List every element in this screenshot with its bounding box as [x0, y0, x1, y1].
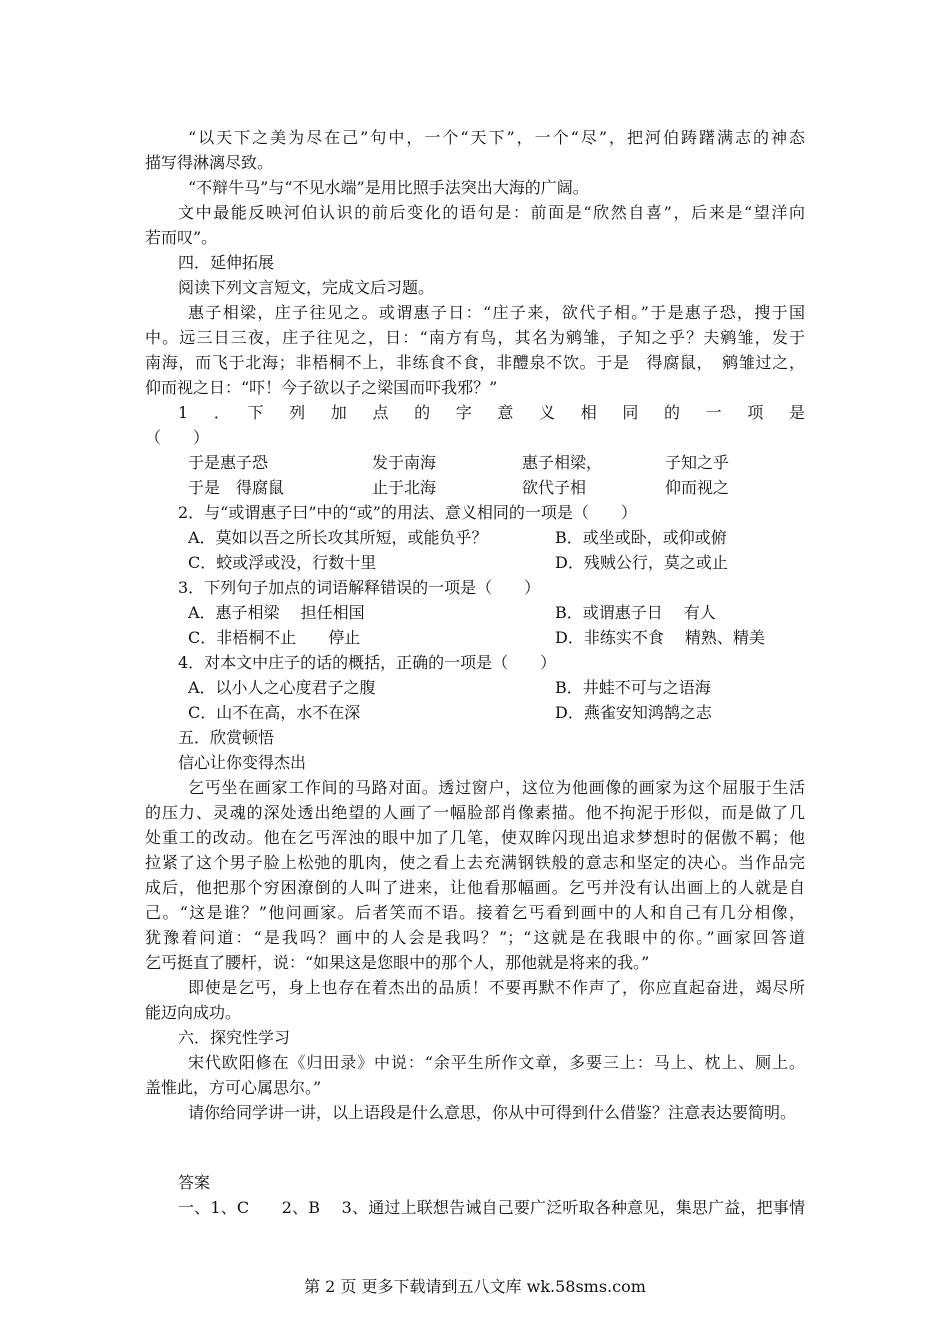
paragraph-line: 若而叹”。	[145, 228, 218, 247]
q3-option-b: B．或谓惠子日 有人	[555, 603, 716, 622]
passage-line: 仰而视之日：“吓！今子欲以子之梁国而吓我邪？”	[145, 378, 498, 397]
section-heading: 四．延伸拓展	[178, 253, 275, 272]
task-text: 请你给同学讲一讲，以上语段是什么意思，你从中可得到什么借鉴？注意表达要简明。	[188, 1103, 797, 1122]
story-line: 处重工的改动。他在乞丐浑浊的眼中加了几笔，使双眸闪现出追求梦想时的倨傲不羁；他	[145, 828, 805, 847]
story-line: 即使是乞丐，身上也存在着杰出的品质！不要再默不作声了，你应直起奋进，竭尽所	[188, 978, 805, 997]
q1-option: 止于北海	[372, 478, 437, 497]
story-line: 成后，他把那个穷困潦倒的人叫了进来，让他看那幅画。乞丐并没有认出画上的人就是自	[145, 878, 805, 897]
q4-option-d: D．燕雀安知鸿鹄之志	[555, 703, 712, 722]
section-heading: 六．探究性学习	[178, 1028, 291, 1047]
answer-heading: 答案	[178, 1173, 211, 1192]
quote-line: 盖惟此，方可心属思尔。”	[145, 1078, 322, 1097]
page-footer: 第 2 页 更多下载请到五八文库 wk.58sms.com	[304, 1277, 646, 1296]
q4-option-a: A．以小人之心度君子之腹	[188, 678, 376, 697]
paragraph-line: “不辩牛马”与“不见水端”是用比照手法突出大海的广阔。	[188, 178, 589, 197]
quote-line: 宋代欧阳修在《归田录》中说：“余平生所作文章，多要三上：马上、枕上、厕上。	[188, 1053, 805, 1072]
q1-option: 于是 得腐鼠	[188, 478, 285, 497]
passage-line: 惠子相梁，庄子往见之。或谓惠子日：“庄子来，欲代子相。”于是惠子恐，搜于国	[188, 303, 805, 322]
story-line: 能迈向成功。	[145, 1003, 242, 1022]
paragraph-line: “以天下之美为尽在己”句中，一个“天下”，一个“尽”，把河伯踌躇满志的神态	[188, 128, 805, 147]
section-heading: 五．欣赏顿悟	[178, 728, 275, 747]
story-line: 乞丐挺直了腰杆，说：“如果这是您眼中的那个人，那他就是将来的我。”	[145, 953, 650, 972]
q3-option-a: A．惠子相梁 担任相国	[188, 603, 365, 622]
question-4-stem: 4．对本文中庄子的话的概括，正确的一项是（ ）	[178, 653, 557, 672]
q2-option-d: D．残贼公行，莫之或止	[555, 553, 728, 572]
question-2-stem: 2．与“或谓惠子曰”中的“或”的用法、意义相同的一项是（ ）	[178, 503, 637, 522]
q1-option: 于是惠子恐	[188, 453, 269, 472]
question-1-stem: 1 ． 下 列 加 点 的 字 意 义 相 同 的 一 项 是	[178, 403, 805, 422]
story-line: 犹豫着问道：“是我吗？画中的人会是我吗？”；“这就是在我眼中的你。”画家回答道	[145, 928, 805, 947]
q1-option: 欲代子相	[522, 478, 587, 497]
instruction-text: 阅读下列文言短文，完成文后习题。	[178, 278, 435, 297]
story-line: 己。“这是谁？”他问画家。后者笑而不语。接着乞丐看到画中的人和自己有几分相像，	[145, 903, 805, 922]
story-line: 拉紧了这个男子脸上松弛的肌肉，使之看上去充满钢铁般的意志和坚定的决心。当作品完	[145, 853, 805, 872]
story-line: 乞丐坐在画家工作间的马路对面。透过窗户，这位为他画像的画家为这个屈服于生活	[188, 778, 805, 797]
q1-option: 仰而视之	[665, 478, 730, 497]
answer-line: 一、1、C 2、B 3、通过上联想告诫自己要广泛听取各种意见，集思广益，把事情	[178, 1198, 805, 1217]
paragraph-line: 文中最能反映河伯认识的前后变化的语句是：前面是“欣然自喜”，后来是“望洋向	[178, 203, 805, 222]
question-3-stem: 3．下列句子加点的词语解释错误的一项是（ ）	[178, 578, 541, 597]
q2-option-b: B．或坐或卧，或仰或俯	[555, 528, 727, 547]
paragraph-line: 描写得淋漓尽致。	[145, 153, 274, 172]
question-1-paren: （ ）	[145, 428, 210, 447]
q1-option: 子知之乎	[665, 453, 730, 472]
passage-line: 南海，而飞于北海；非梧桐不上，非练食不食，非醴泉不饮。于是 得腐鼠， 鹓雏过之，	[145, 353, 805, 372]
story-title: 信心让你变得杰出	[178, 753, 307, 772]
passage-line: 中。远三日三夜，庄子往见之，日：“南方有鸟，其名为鹓雏，子知之乎？夫鹓雏，发于	[145, 328, 805, 347]
q4-option-c: C．山不在高，水不在深	[188, 703, 361, 722]
q2-option-a: A．莫如以吾之所长攻其所短，或能负乎？	[188, 528, 488, 547]
q1-option: 发于南海	[372, 453, 437, 472]
q3-option-c: C．非梧桐不止 停止	[188, 628, 361, 647]
story-line: 的压力、灵魂的深处透出绝望的人画了一幅脸部肖像素描。他不拘泥于形似，而是做了几	[145, 803, 805, 822]
q2-option-c: C．蛟或浮或没，行数十里	[188, 553, 377, 572]
q3-option-d: D．非练实不食 精熟、精美	[555, 628, 765, 647]
q4-option-b: B．井蛙不可与之语海	[555, 678, 711, 697]
q1-option: 惠子相梁，	[522, 453, 603, 472]
